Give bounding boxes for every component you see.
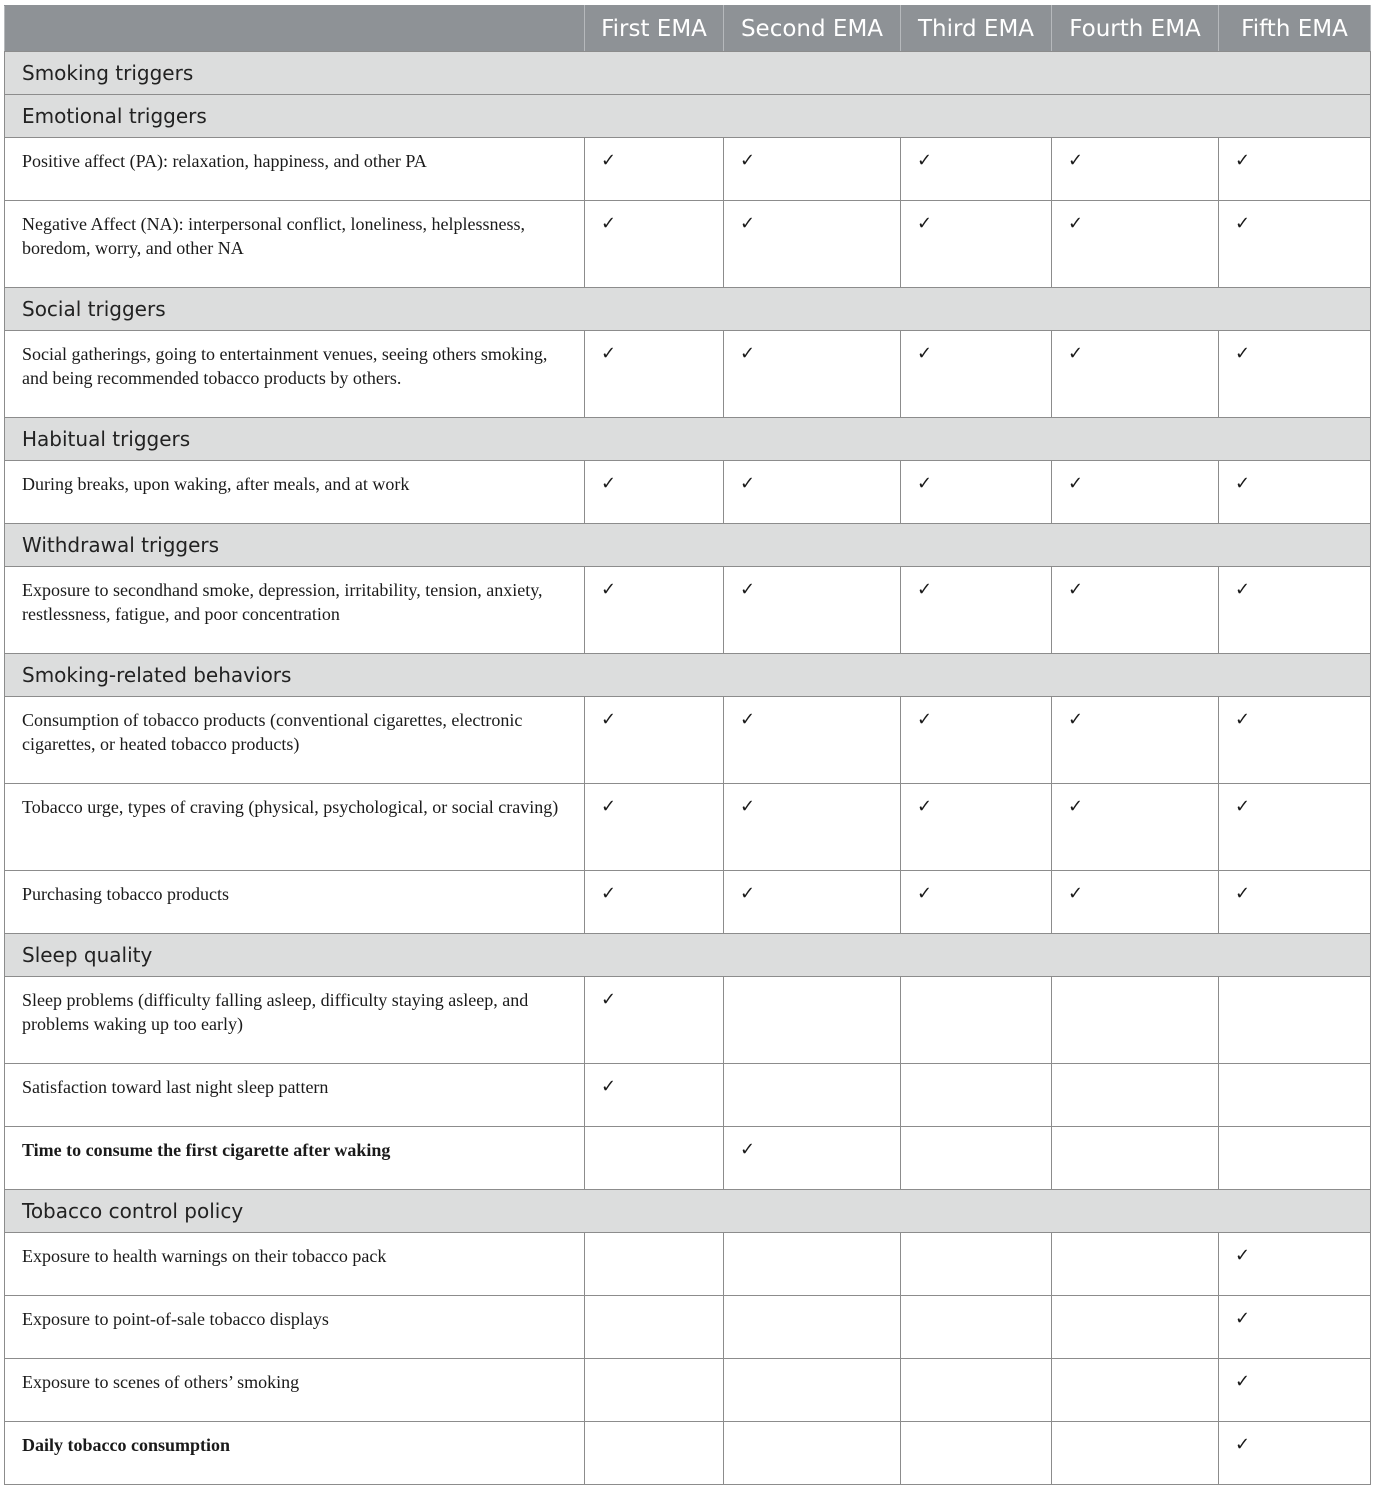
- ema-cell: [585, 567, 724, 654]
- ema-cell: [901, 331, 1052, 418]
- table-row: [5, 1359, 1371, 1422]
- ema-cell: [901, 1233, 1052, 1296]
- ema-cell: [585, 331, 724, 418]
- checkmark-icon: ✓: [601, 473, 617, 494]
- ema-cell: [901, 461, 1052, 524]
- checkmark-icon: ✓: [1068, 213, 1084, 234]
- table-row: [5, 461, 1371, 524]
- checkmark-icon: ✓: [601, 213, 617, 234]
- row-label: Exposure to health warnings on their tobacco pack: [5, 1233, 585, 1296]
- ema-cell: [724, 1233, 901, 1296]
- section-row: [5, 418, 1371, 461]
- header-fourth-ema: Fourth EMA: [1052, 6, 1219, 52]
- ema-cell: [1219, 697, 1371, 784]
- ema-cell: [1052, 567, 1219, 654]
- ema-cell: [1052, 784, 1219, 871]
- checkmark-icon: ✓: [1235, 343, 1251, 364]
- ema-cell: [901, 201, 1052, 288]
- ema-cell: [1052, 977, 1219, 1064]
- checkmark-icon: ✓: [1235, 1245, 1251, 1266]
- checkmark-icon: ✓: [601, 796, 617, 817]
- section-row: [5, 524, 1371, 567]
- checkmark-icon: ✓: [1068, 473, 1084, 494]
- section-row: [5, 95, 1371, 138]
- ema-cell: [1052, 138, 1219, 201]
- ema-cell: [901, 567, 1052, 654]
- table-row: [5, 1127, 1371, 1190]
- table-row: [5, 697, 1371, 784]
- section-row: [5, 52, 1371, 95]
- ema-cell: [724, 1359, 901, 1422]
- header-corner: [5, 6, 585, 52]
- table-row: [5, 784, 1371, 871]
- checkmark-icon: ✓: [740, 213, 756, 234]
- checkmark-icon: ✓: [740, 709, 756, 730]
- ema-cell: [901, 1422, 1052, 1485]
- row-label: Satisfaction toward last night sleep pattern: [5, 1064, 585, 1127]
- ema-cell: [1219, 1359, 1371, 1422]
- ema-cell: [901, 784, 1052, 871]
- checkmark-icon: ✓: [601, 1076, 617, 1097]
- ema-cell: [724, 977, 901, 1064]
- ema-cell: [1052, 871, 1219, 934]
- ema-cell: [1052, 331, 1219, 418]
- table-row: [5, 1422, 1371, 1485]
- row-label: Exposure to secondhand smoke, depression, irritability, tension, anxiety, restlessness, fatigue, and poor concentration: [5, 567, 585, 654]
- ema-cell: [1052, 1359, 1219, 1422]
- row-label: Consumption of tobacco products (conventional cigarettes, electronic cigarettes, or heated tobacco products): [5, 697, 585, 784]
- ema-cell: [585, 1296, 724, 1359]
- ema-cell: [1219, 138, 1371, 201]
- checkmark-icon: ✓: [1235, 796, 1251, 817]
- checkmark-icon: ✓: [1235, 1308, 1251, 1329]
- checkmark-icon: ✓: [1068, 150, 1084, 171]
- table-row: [5, 201, 1371, 288]
- checkmark-icon: ✓: [1235, 213, 1251, 234]
- table-row: [5, 871, 1371, 934]
- checkmark-icon: ✓: [740, 579, 756, 600]
- ema-cell: [585, 697, 724, 784]
- ema-cell: [1219, 201, 1371, 288]
- row-label: Negative Affect (NA): interpersonal conflict, loneliness, helplessness, boredom, worry, and other NA: [5, 201, 585, 288]
- row-label: Time to consume the first cigarette after waking: [5, 1127, 585, 1190]
- row-label: During breaks, upon waking, after meals, and at work: [5, 461, 585, 524]
- checkmark-icon: ✓: [740, 796, 756, 817]
- ema-cell: [585, 138, 724, 201]
- ema-cell: [724, 1296, 901, 1359]
- section-row: [5, 654, 1371, 697]
- row-label: Exposure to scenes of others’ smoking: [5, 1359, 585, 1422]
- section-row: [5, 288, 1371, 331]
- ema-cell: [724, 138, 901, 201]
- header-fifth-ema: Fifth EMA: [1219, 6, 1371, 52]
- checkmark-icon: ✓: [740, 883, 756, 904]
- ema-cell: [724, 461, 901, 524]
- ema-cell: [724, 697, 901, 784]
- checkmark-icon: ✓: [740, 1139, 756, 1160]
- ema-cell: [901, 138, 1052, 201]
- checkmark-icon: ✓: [740, 150, 756, 171]
- checkmark-icon: ✓: [1235, 579, 1251, 600]
- checkmark-icon: ✓: [601, 709, 617, 730]
- ema-cell: [585, 784, 724, 871]
- ema-cell: [1052, 1422, 1219, 1485]
- checkmark-icon: ✓: [601, 343, 617, 364]
- row-label: Purchasing tobacco products: [5, 871, 585, 934]
- ema-cell: [901, 1064, 1052, 1127]
- ema-cell: [1052, 201, 1219, 288]
- checkmark-icon: ✓: [740, 343, 756, 364]
- table-row: [5, 138, 1371, 201]
- ema-cell: [1052, 461, 1219, 524]
- table-row: [5, 331, 1371, 418]
- ema-cell: [1219, 1296, 1371, 1359]
- ema-cell: [1219, 871, 1371, 934]
- ema-cell: [1219, 567, 1371, 654]
- ema-cell: [901, 1359, 1052, 1422]
- checkmark-icon: ✓: [917, 473, 933, 494]
- ema-cell: [1052, 1233, 1219, 1296]
- ema-cell: [585, 461, 724, 524]
- ema-cell: [901, 871, 1052, 934]
- ema-cell: [585, 1127, 724, 1190]
- section-label: Emotional triggers: [5, 95, 1371, 138]
- checkmark-icon: ✓: [1235, 1434, 1251, 1455]
- ema-cell: [724, 331, 901, 418]
- ema-cell: [1219, 1233, 1371, 1296]
- ema-cell: [901, 1127, 1052, 1190]
- section-row: [5, 1190, 1371, 1233]
- checkmark-icon: ✓: [1068, 709, 1084, 730]
- checkmark-icon: ✓: [1068, 579, 1084, 600]
- ema-cell: [724, 1127, 901, 1190]
- ema-schedule-table: [4, 5, 1371, 1485]
- checkmark-icon: ✓: [917, 213, 933, 234]
- ema-cell: [724, 1064, 901, 1127]
- ema-cell: [585, 871, 724, 934]
- ema-cell: [724, 567, 901, 654]
- ema-cell: [585, 1064, 724, 1127]
- row-label: Daily tobacco consumption: [5, 1422, 585, 1485]
- table-row: [5, 1233, 1371, 1296]
- ema-cell: [1052, 1064, 1219, 1127]
- ema-cell: [901, 977, 1052, 1064]
- checkmark-icon: ✓: [740, 473, 756, 494]
- section-label: Smoking-related behaviors: [5, 654, 1371, 697]
- checkmark-icon: ✓: [1235, 473, 1251, 494]
- checkmark-icon: ✓: [601, 989, 617, 1010]
- ema-cell: [1219, 977, 1371, 1064]
- ema-cell: [1219, 461, 1371, 524]
- checkmark-icon: ✓: [917, 579, 933, 600]
- ema-cell: [585, 1359, 724, 1422]
- checkmark-icon: ✓: [917, 709, 933, 730]
- checkmark-icon: ✓: [601, 150, 617, 171]
- checkmark-icon: ✓: [1235, 1371, 1251, 1392]
- header-first-ema: First EMA: [585, 6, 724, 52]
- ema-cell: [724, 871, 901, 934]
- table-row: [5, 1296, 1371, 1359]
- row-label: Positive affect (PA): relaxation, happiness, and other PA: [5, 138, 585, 201]
- checkmark-icon: ✓: [601, 579, 617, 600]
- ema-cell: [901, 697, 1052, 784]
- ema-cell: [585, 1233, 724, 1296]
- header-second-ema: Second EMA: [724, 6, 901, 52]
- section-label: Withdrawal triggers: [5, 524, 1371, 567]
- row-label: Sleep problems (difficulty falling asleep, difficulty staying asleep, and problems waking up too early): [5, 977, 585, 1064]
- ema-cell: [585, 1422, 724, 1485]
- ema-cell: [1219, 1127, 1371, 1190]
- checkmark-icon: ✓: [917, 150, 933, 171]
- ema-cell: [1052, 1127, 1219, 1190]
- checkmark-icon: ✓: [1068, 343, 1084, 364]
- checkmark-icon: ✓: [917, 343, 933, 364]
- table-row: [5, 1064, 1371, 1127]
- checkmark-icon: ✓: [917, 796, 933, 817]
- section-label: Sleep quality: [5, 934, 1371, 977]
- ema-cell: [585, 977, 724, 1064]
- ema-cell: [1219, 331, 1371, 418]
- ema-cell: [1219, 784, 1371, 871]
- checkmark-icon: ✓: [1068, 796, 1084, 817]
- section-label: Tobacco control policy: [5, 1190, 1371, 1233]
- ema-cell: [1052, 697, 1219, 784]
- ema-cell: [724, 784, 901, 871]
- row-label: Tobacco urge, types of craving (physical, psychological, or social craving): [5, 784, 585, 871]
- ema-cell: [724, 1422, 901, 1485]
- ema-cell: [585, 201, 724, 288]
- checkmark-icon: ✓: [1235, 709, 1251, 730]
- section-row: [5, 934, 1371, 977]
- section-label: Smoking triggers: [5, 52, 1371, 95]
- checkmark-icon: ✓: [601, 883, 617, 904]
- ema-cell: [901, 1296, 1052, 1359]
- header-third-ema: Third EMA: [901, 6, 1052, 52]
- ema-cell: [1052, 1296, 1219, 1359]
- ema-cell: [1219, 1064, 1371, 1127]
- checkmark-icon: ✓: [1068, 883, 1084, 904]
- section-label: Habitual triggers: [5, 418, 1371, 461]
- row-label: Social gatherings, going to entertainment venues, seeing others smoking, and being recommended tobacco products by others.: [5, 331, 585, 418]
- ema-cell: [724, 201, 901, 288]
- table-row: [5, 977, 1371, 1064]
- checkmark-icon: ✓: [1235, 883, 1251, 904]
- ema-cell: [1219, 1422, 1371, 1485]
- section-label: Social triggers: [5, 288, 1371, 331]
- table-row: [5, 567, 1371, 654]
- header-row: [5, 6, 1371, 52]
- row-label: Exposure to point-of-sale tobacco displays: [5, 1296, 585, 1359]
- checkmark-icon: ✓: [917, 883, 933, 904]
- checkmark-icon: ✓: [1235, 150, 1251, 171]
